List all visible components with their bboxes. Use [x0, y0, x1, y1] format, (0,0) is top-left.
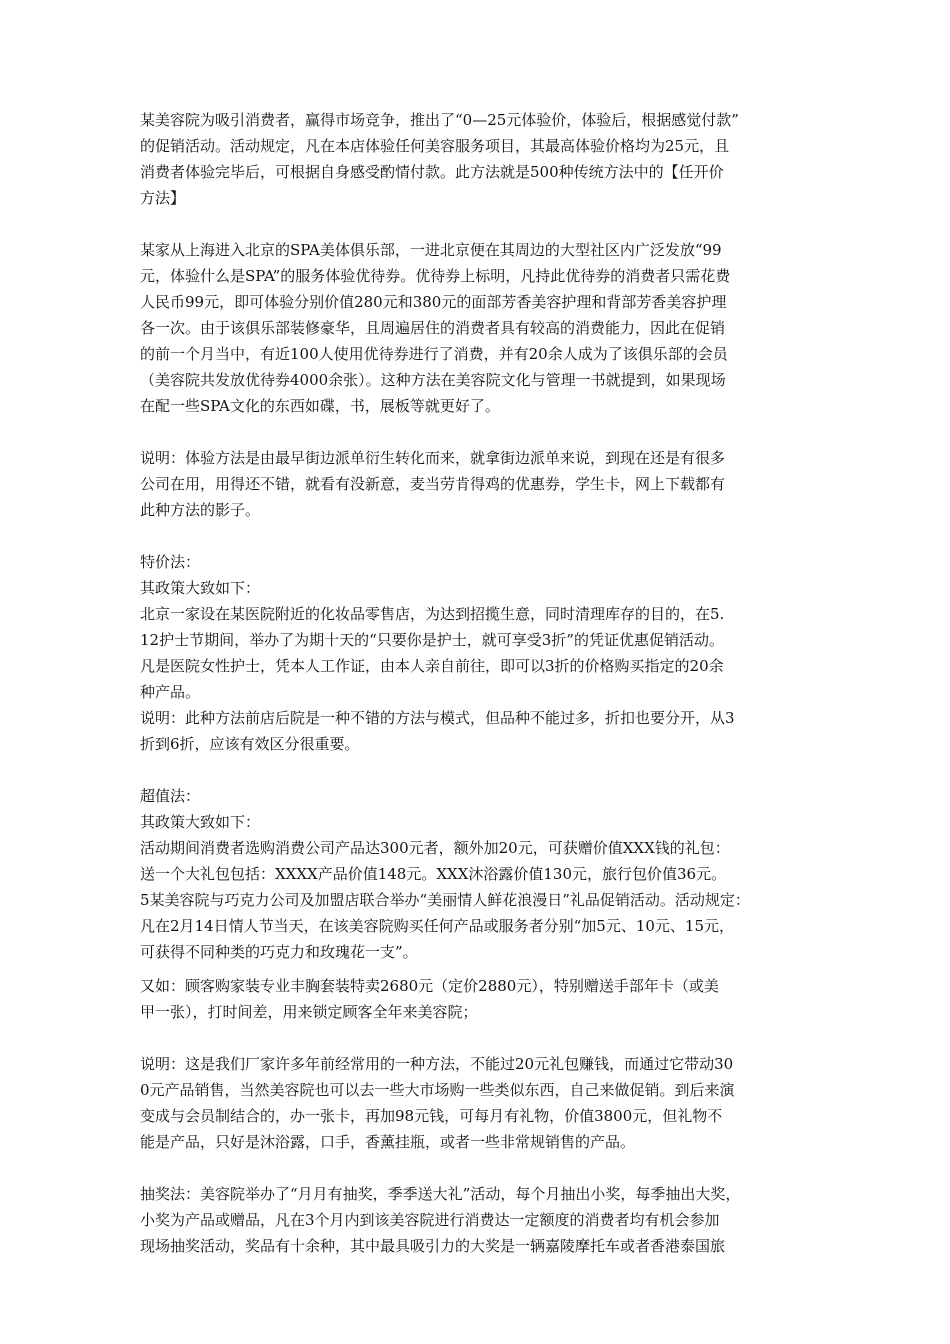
paragraph-gap: [140, 965, 832, 973]
section-lottery: 抽奖法：美容院举办了“月月有抽奖，季季送大礼”活动，每个月抽出小奖，每季抽出大奖， 小奖为产品或赠品，凡在3个月内到该美容院进行消费达一定额度的消费者均有机会参加 现场抽奖活动，奖品有十余种，其中最具吸引力的大奖是一辆嘉陵摩托车或者香港泰国旅: [140, 1185, 741, 1255]
paragraph-spa-club: 某家从上海进入北京的SPA美体俱乐部，一进北京便在其周边的大型社区内广泛发放“99 元，体验什么是SPA”的服务体验优待券。优待券上标明，凡持此优待券的消费者只需花费 人民币99元，即可体验分别价值280元和380元的面部芳香美容护理和背部芳香美容护理 各一次。由于该俱乐部装修豪华，且周遍居住的消费者具有较高的消费能力，因此在促销 的前一个月当中，有近100人使用优待券进行了消费，并有20余人成为了该俱乐部的会员 （美容院共发放优待券4000余张）。这种方法在美容院文化与管理一书就提到，如果现场 在配一些SPA文化的东西如碟，书，展板等就更好了。: [140, 241, 731, 415]
paragraph-gap: [140, 419, 832, 445]
paragraph-experience-price: 某美容院为吸引消费者，赢得市场竞争，推出了“0—25元体验价，体验后，根据感觉付款” 的促销活动。活动规定，凡在本店体验任何美容服务项目，其最高体验价格均为25元，且 消费者体验完毕后，可根据自身感受酌情付款。此方法就是500种传统方法中的【任开价 方法】: [140, 111, 739, 207]
paragraph-gap: [140, 211, 832, 237]
section-special-price: 特价法： 其政策大致如下： 北京一家设在某医院附近的化妆品零售店，为达到招揽生意，同时清理库存的目的，在5. 12护士节期间，举办了为期十天的“只要你是护士，就可享受3折”的凭证优惠促销活动。 凡是医院女性护士，凭本人工作证，由本人亲自前往，即可以3折的价格购买指定的20余 种产品。 说明：此种方法前店后院是一种不错的方法与模式，但品种不能过多，折扣也要分开，从3 折到6折，应该有效区分很重要。: [140, 553, 735, 753]
section-super-value: 超值法： 其政策大致如下： 活动期间消费者选购消费公司产品达300元者，额外加20元，可获赠价值XXX钱的礼包： 送一个大礼包包括：XXXX产品价值148元。XXX沐浴露价值130元，旅行包价值36元。 5某美容院与巧克力公司及加盟店联合举办“美丽情人鲜花浪漫日”礼品促销活动。活动规定： 凡在2月14日情人节当天，在该美容院购买任何产品或服务者分别“加5元、10元、15元， 可获得不同种类的巧克力和玫瑰花一支”。: [140, 787, 750, 961]
paragraph-gap: [140, 757, 832, 783]
paragraph-example: 又如：顾客购家装专业丰胸套装特卖2680元（定价2880元），特别赠送手部年卡（或美 甲一张），打时间差，用来锁定顾客全年来美容院；: [140, 977, 719, 1021]
document-body: [140, 107, 832, 1259]
paragraph-gap: [140, 523, 832, 549]
paragraph-super-value-note: 说明：这是我们厂家许多年前经常用的一种方法，不能过20元礼包赚钱，而通过它带动30 0元产品销售，当然美容院也可以去一些大市场购一些类似东西，自己来做促销。到后来演 变成与会员制结合的，办一张卡，再加98元钱，可每月有礼物，价值3800元，但礼物不 能是产品，只好是沐浴露，口手，香薰挂瓶，或者一些非常规销售的产品。: [140, 1055, 735, 1151]
paragraph-experience-note: 说明：体验方法是由最早街边派单衍生转化而来，就拿街边派单来说，到现在还是有很多 公司在用，用得还不错，就看有没新意，麦当劳肯得鸡的优惠券，学生卡，网上下载都有 此种方法的影子。: [140, 449, 726, 519]
paragraph-gap: [140, 1025, 832, 1051]
paragraph-gap: [140, 1155, 832, 1181]
